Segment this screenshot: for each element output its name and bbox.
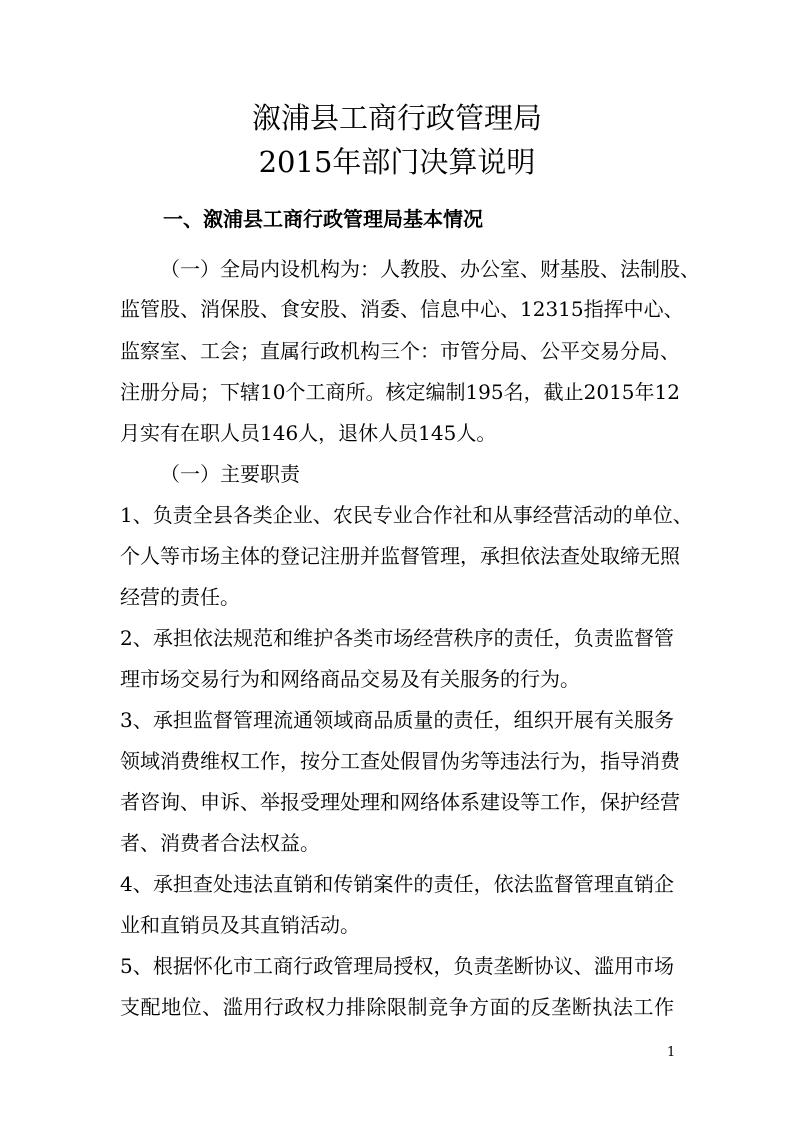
section-heading-basic-info: 一、溆浦县工商行政管理局基本情况 [163, 207, 483, 231]
duty-item-line: 业和直销员及其直销活动。 [120, 913, 360, 937]
paragraph-line: 监察室、工会；直属行政机构三个：市管分局、公平交易分局、 [120, 339, 680, 363]
duty-item-line: 者咨询、申诉、举报受理处理和网络体系建设等工作，保护经营 [120, 790, 680, 814]
duty-item-line: 3、承担监督管理流通领域商品质量的责任，组织开展有关服务 [120, 708, 674, 732]
document-title-line2: 2015年部门决算说明 [258, 145, 536, 179]
duty-item-line: 领域消费维权工作，按分工查处假冒伪劣等违法行为，指导消费 [120, 749, 680, 773]
duty-item-line: 5、根据怀化市工商行政管理局授权，负责垄断协议、滥用市场 [120, 954, 674, 978]
paragraph-line: 监管股、消保股、食安股、消委、信息中心、12315指挥中心、 [120, 297, 684, 321]
paragraph-line: 注册分局；下辖10个工商所。核定编制195名，截止2015年12 [120, 380, 680, 404]
duty-item-line: 1、负责全县各类企业、农民专业合作社和从事经营活动的单位、 [120, 503, 693, 527]
duty-item-line: 2、承担依法规范和维护各类市场经营秩序的责任，负责监督管 [120, 626, 674, 650]
duty-item-line: 经营的责任。 [120, 585, 240, 609]
paragraph-line: （一）全局内设机构为：人教股、办公室、财基股、法制股、 [160, 257, 700, 281]
paragraph-line: 月实有在职人员146人，退休人员145人。 [120, 421, 497, 445]
duty-item-line: 者、消费者合法权益。 [120, 831, 320, 855]
duty-item-line: 支配地位、滥用行政权力排除限制竞争方面的反垄断执法工作 [120, 995, 674, 1019]
document-title-line1: 溆浦县工商行政管理局 [251, 101, 542, 135]
page-number: 1 [667, 1045, 676, 1060]
subheading-main-duties: （一）主要职责 [160, 462, 300, 486]
duty-item-line: 4、承担查处违法直销和传销案件的责任，依法监督管理直销企 [120, 872, 674, 896]
duty-item-line: 个人等市场主体的登记注册并监督管理，承担依法查处取缔无照 [120, 544, 680, 568]
duty-item-line: 理市场交易行为和网络商品交易及有关服务的行为。 [120, 667, 580, 691]
